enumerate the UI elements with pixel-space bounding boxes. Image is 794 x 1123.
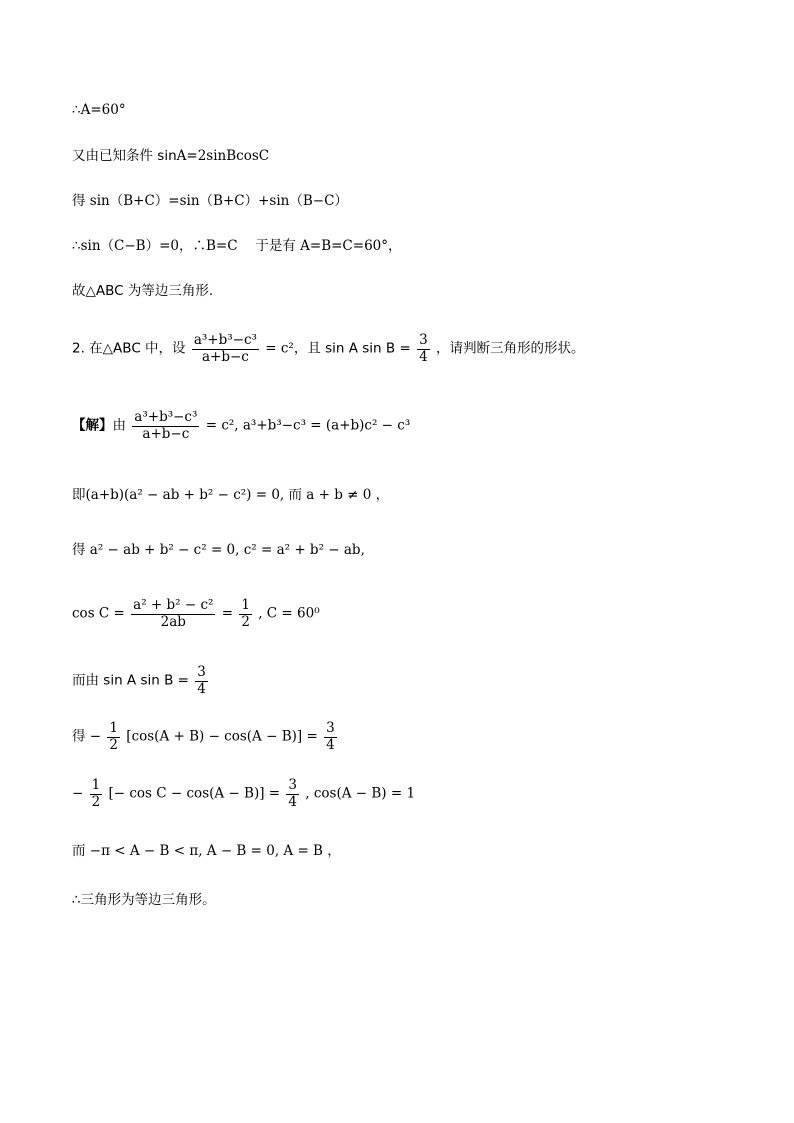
fraction-numerator: 3 <box>197 664 206 680</box>
fraction-numerator: 1 <box>91 777 101 793</box>
line-conclusion-1: 故△ABC 为等边三角形. <box>72 283 214 299</box>
fraction-numerator: 1 <box>241 597 250 613</box>
solution-s1-post: = c², a³+b³−c³ = (a+b)c² − c³ <box>205 417 411 434</box>
line-b-equals-c: ∴sin（C−B）=0，∴B=C 于是有 A=B=C=60°， <box>72 238 402 254</box>
problem-2-prefix: 2. 在△ABC 中，设 <box>72 340 186 357</box>
solution-s1-pre: 由 <box>112 417 126 434</box>
solution-step-8: 而 −π < A − B < π, A − B = 0, A = B ， <box>72 843 341 859</box>
solution-step-4 <box>72 598 320 630</box>
fraction-denominator: 2 <box>241 613 250 630</box>
problem-2-eq: = c² <box>265 340 294 357</box>
cos-c-result: , C = 60⁰ <box>258 605 320 622</box>
problem-2-fraction <box>192 333 259 365</box>
s7-fraction-3-4 <box>286 778 299 810</box>
s5-fraction <box>195 665 208 697</box>
s7-fraction-half <box>90 778 103 810</box>
problem-2-mid: ，且 sin A sin B = <box>293 340 411 357</box>
fraction-denominator: a+b−c <box>201 348 249 365</box>
solution-step-3: 得 a² − ab + b² − c² = 0, c² = a² + b² − ab, <box>72 542 365 558</box>
s7-pre: − <box>72 785 84 802</box>
s5-pre: 而由 sin A sin B = <box>72 672 189 689</box>
s6-fraction-3-4 <box>324 721 337 753</box>
fraction-denominator: 2ab <box>160 613 186 630</box>
s6-fraction-half <box>107 721 120 753</box>
problem-2-statement <box>72 333 584 365</box>
s7-post: , cos(A − B) = 1 <box>305 785 416 802</box>
condition-math: A=2sinBcosC <box>176 148 270 164</box>
fraction-denominator: 4 <box>197 680 206 697</box>
solution-step-1 <box>72 410 410 442</box>
cos-c-label: cos C = <box>72 605 125 622</box>
fraction-numerator: 3 <box>288 777 297 793</box>
solution-conclusion: ∴三角形为等边三角形。 <box>72 892 216 908</box>
solution-step-5 <box>72 665 210 697</box>
fraction-denominator: a+b−c <box>142 425 190 442</box>
condition-text: 又由已知条件 sin <box>72 148 177 164</box>
fraction-denominator: 2 <box>91 793 101 810</box>
fraction-denominator: 4 <box>326 736 335 753</box>
line-a-60: ∴A=60° <box>72 102 126 118</box>
s7-mid: [− cos C − cos(A − B)] = <box>108 785 281 802</box>
s6-pre: 得 − <box>72 728 102 745</box>
problem-2-fraction-3-4 <box>417 333 430 365</box>
solution-step-6 <box>72 721 339 753</box>
half-fraction <box>239 598 252 630</box>
fraction-numerator: 3 <box>326 720 335 736</box>
line-derive-sin: 得 sin（B+C）=sin（B+C）+sin（B−C） <box>72 193 348 209</box>
fraction-numerator: 1 <box>109 720 118 736</box>
solution-label: 【解】 <box>72 417 113 434</box>
fraction-numerator: a² + b² − c² <box>133 597 214 613</box>
solution-step-7 <box>72 778 415 810</box>
fraction-denominator: 4 <box>419 348 428 365</box>
cos-c-eq: = <box>221 605 234 622</box>
problem-2-suffix: ，请判断三角形的形状。 <box>435 340 585 357</box>
fraction-numerator: 3 <box>419 332 428 348</box>
fraction-numerator: a³+b³−c³ <box>134 409 198 425</box>
solution-s1-fraction <box>132 410 199 442</box>
cos-c-fraction <box>131 598 215 630</box>
s6-mid: [cos(A + B) − cos(A − B)] = <box>126 728 318 745</box>
fraction-numerator: a³+b³−c³ <box>193 332 257 348</box>
line-condition <box>72 150 269 164</box>
solution-step-2: 即(a+b)(a² − ab + b² − c²) = 0, 而 a + b ≠ 0 ， <box>72 487 390 503</box>
fraction-denominator: 2 <box>109 736 118 753</box>
fraction-denominator: 4 <box>288 793 297 810</box>
